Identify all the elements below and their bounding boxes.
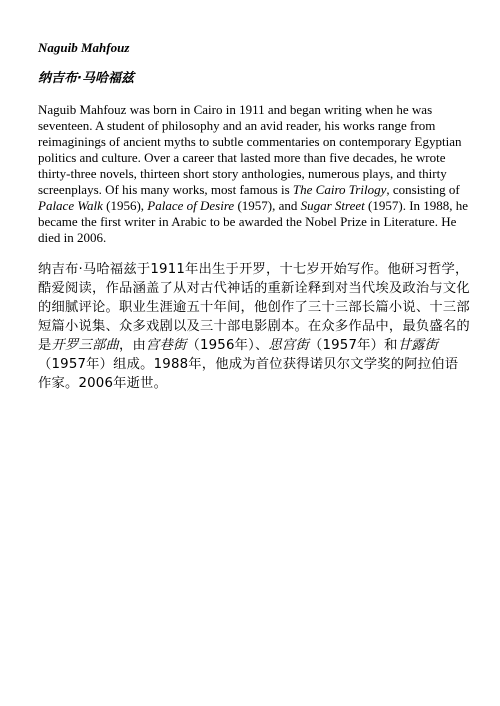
bio-zh-text-4: （1957年）和	[308, 338, 398, 353]
bio-en-text-2: , consisting of	[386, 182, 460, 197]
bio-en-text-4: (1957), and	[234, 198, 301, 213]
bio-zh-title-sugar-street: 甘露街	[397, 338, 439, 353]
bio-en-title-palace-walk: Palace Walk	[38, 198, 103, 213]
bio-zh-text-1: 纳吉布·马哈福兹于1911年出生于开罗，十七岁开始写作。他研习哲学，酷爱阅读，作品涵盖了从对古代神话的重新诠释到对当代埃及政治与文化的细腻评论。职业生涯逾五十年间，他创作了三十三部长篇小说、十三部短篇小说集、众多戏剧以及三十部电影剧本。在众多作品中，最负盛名的是	[38, 262, 470, 353]
biography-chinese	[38, 260, 470, 393]
bio-en-text-5: (1957). In 1988, he became the first writer in Arabic to be awarded the Nobel Prize in Literature. He died in 2006.	[38, 198, 469, 245]
document-page	[38, 40, 470, 393]
bio-zh-title-palace-walk: 宫巷街	[145, 338, 187, 353]
bio-en-text-3: (1956),	[102, 198, 148, 213]
author-name-chinese: 纳吉布·马哈福兹	[38, 71, 134, 86]
bio-en-text-1: Naguib Mahfouz was born in Cairo in 1911 and began writing when he was seventeen. A student of philosophy and an avid reader, his works range from reimaginings of ancient myths to subtle commentaries on contemporary Egyptian politics and culture. Over a career that lasted more than five decades, he wrote thirty-three novels, thirteen short story anthologies, numerous plays, and thirty screenplays. Of his many works, most famous is	[38, 102, 462, 197]
bio-zh-text-3: （1956年）、	[186, 338, 269, 353]
bio-en-title-trilogy: The Cairo Trilogy	[292, 182, 387, 197]
author-name-english: Naguib Mahfouz	[38, 40, 130, 55]
bio-zh-title-trilogy: 开罗三部曲	[51, 338, 119, 353]
biography-english	[38, 102, 470, 246]
bio-zh-text-2: ，由	[118, 338, 146, 353]
bio-en-title-sugar-street: Sugar Street	[300, 198, 365, 213]
bio-en-title-palace-desire: Palace of Desire	[147, 198, 235, 213]
bio-zh-text-5: （1957年）组成。1988年，他成为首位获得诺贝尔文学奖的阿拉伯语作家。2006年逝世。	[38, 357, 459, 391]
bio-zh-title-palace-desire: 思宫街	[268, 338, 309, 353]
